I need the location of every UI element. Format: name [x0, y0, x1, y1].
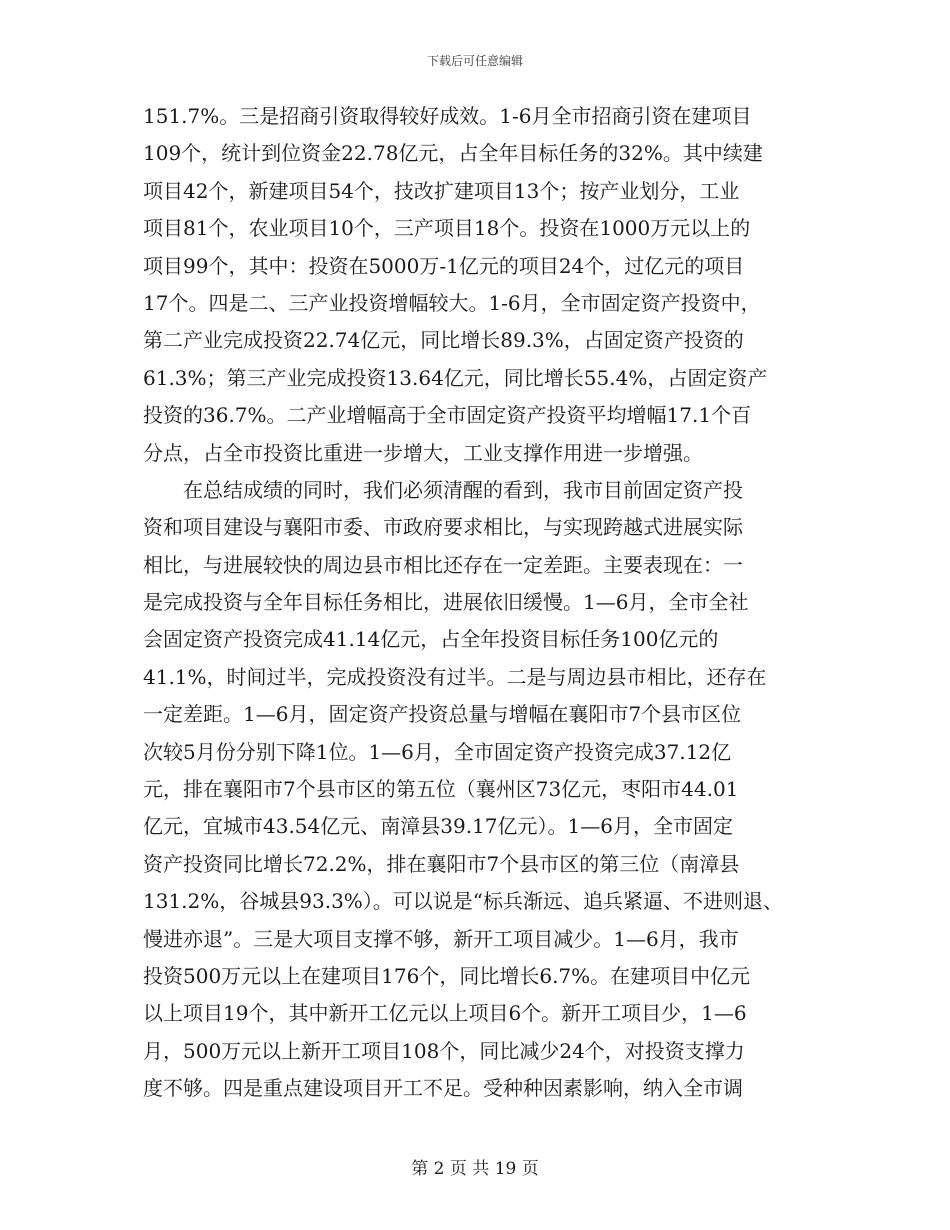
- text-line: 第二产业完成投资22.74亿元，同比增长89.3%，占固定资产投资的: [143, 328, 744, 353]
- text-line: 亿元，宜城市43.54亿元、南漳县39.17亿元）。1—6月，全市固定: [143, 814, 733, 839]
- text-line: 项目81个，农业项目10个，三产项目18个。投资在1000万元以上的: [143, 216, 751, 241]
- text-line: 投资的36.7%。二产业增幅高于全市固定资产投资平均增幅17.1个百: [143, 403, 752, 428]
- text-line: 月，500万元以上新开工项目108个，同比减少24个，对投资支撑力: [143, 1038, 745, 1063]
- text-line: 41.1%，时间过半，完成投资没有过半。二是与周边县市相比，还存在: [143, 664, 767, 689]
- text-line: 元，排在襄阳市7个县市区的第五位（襄州区73亿元，枣阳市44.01: [143, 777, 739, 802]
- page-header: 下载后可任意编辑: [426, 54, 523, 68]
- text-line: 资和项目建设与襄阳市委、市政府要求相比，与实现跨越式进展实际: [143, 515, 743, 540]
- text-line: 以上项目19个，其中新开工亿元以上项目6个。新开工项目少，1—6: [143, 1001, 747, 1026]
- text-line: 17个。四是二、三产业投资增幅较大。1-6月，全市固定资产投资中，: [143, 290, 761, 315]
- text-line: 109个，统计到位资金22.78亿元，占全年目标任务的32%。其中续建: [143, 141, 763, 166]
- text-line: 次较5月份分别下降1位。1—6月，全市固定资产投资完成37.12亿: [143, 739, 732, 764]
- text-line: 项目99个，其中：投资在5000万-1亿元的项目24个，过亿元的项目: [143, 253, 745, 278]
- text-line: 131.2%，谷城县93.3%）。可以说是“标兵渐远、追兵紧逼、不进则退、: [143, 889, 784, 914]
- text-line: 分点，占全市投资比重进一步增大，工业支撑作用进一步增强。: [143, 440, 703, 465]
- text-line: 资产投资同比增长72.2%，排在襄阳市7个县市区的第三位（南漳县: [143, 851, 740, 876]
- text-line: 61.3%；第三产业完成投资13.64亿元，同比增长55.4%，占固定资产: [143, 365, 768, 390]
- text-line: 一定差距。1—6月，固定资产投资总量与增幅在襄阳市7个县市区位: [143, 702, 742, 727]
- body-text: [143, 98, 823, 1108]
- text-line: 会固定资产投资完成41.14亿元，占全年投资目标任务100亿元的: [143, 627, 719, 652]
- text-line: 是完成投资与全年目标任务相比，进展依旧缓慢。1—6月，全市全社: [143, 590, 749, 615]
- text-line: 151.7%。三是招商引资取得较好成效。1-6月全市招商引资在建项目: [143, 104, 752, 128]
- page-number: 第 2 页 共 19 页: [411, 1159, 539, 1179]
- text-line: 在总结成绩的同时，我们必须清醒的看到，我市目前固定资产投: [143, 477, 743, 502]
- text-line: 项目42个，新建项目54个，技改扩建项目13个；按产业划分，工业: [143, 178, 740, 203]
- text-line: 度不够。四是重点建设项目开工不足。受种种因素影响，纳入全市调: [143, 1076, 743, 1101]
- text-line: 投资500万元以上在建项目176个，同比增长6.7%。在建项目中亿元: [143, 963, 751, 988]
- text-line: 相比，与进展较快的周边县市相比还存在一定差距。主要表现在：一: [143, 552, 743, 577]
- text-line: 慢进亦退”。三是大项目支撑不够，新开工项目减少。1—6月，我市: [143, 926, 739, 951]
